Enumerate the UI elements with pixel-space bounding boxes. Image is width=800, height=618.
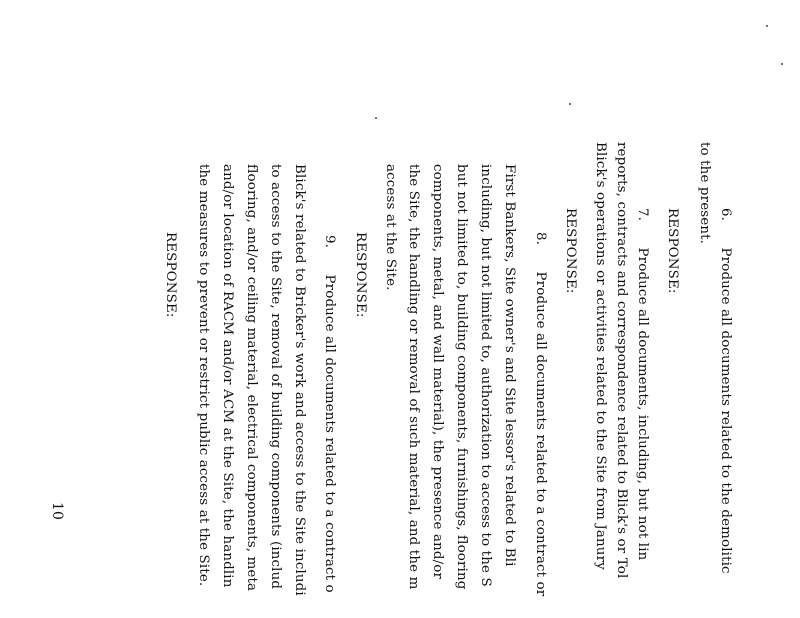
request-7-line-3: Blick's operations or activities related to the Site from Janury bbox=[593, 142, 608, 570]
request-8-line-3: including, but not limited to, authorization to access to the S bbox=[478, 164, 493, 587]
request-6-line-1: 6. Produce all documents related to the demolitic bbox=[718, 208, 733, 574]
response-8-label: RESPONSE: bbox=[353, 232, 368, 318]
request-8-line-1: 8. Produce all documents related to a contract or bbox=[533, 232, 548, 597]
rotated-document-body bbox=[49, 0, 800, 618]
scan-speck bbox=[375, 117, 377, 119]
request-9-line-5: and/or location of RACM and/or ACM at the Site, the handlin bbox=[220, 164, 235, 588]
request-6-line-2: to the present. bbox=[697, 142, 712, 245]
request-7-line-2: reports, contracts and correspondence related to Blick's or Tol bbox=[614, 142, 629, 579]
scan-speck bbox=[569, 103, 571, 105]
request-9-line-6: the measures to prevent or restrict public access at the Site. bbox=[196, 164, 211, 587]
request-7-line-1: 7. Produce all documents, including, but not lin bbox=[635, 208, 650, 561]
response-9-label: RESPONSE: bbox=[163, 232, 178, 318]
request-9-line-3: to access to the Site, removal of building components (includ bbox=[268, 164, 283, 590]
request-8-line-6: the Site, the handling or removal of such material, and the m bbox=[406, 164, 421, 590]
request-9-line-4: flooring, and/or ceiling material, electrical components, meta bbox=[244, 164, 259, 592]
response-6-label: RESPONSE: bbox=[665, 208, 680, 294]
request-8-line-4: but not limited to, building components, furnishings, flooring bbox=[454, 164, 469, 590]
request-8-line-7: access at the Site. bbox=[383, 164, 398, 291]
request-9-line-2: Blick's related to Bricker's work and access to the Site includi bbox=[292, 164, 307, 596]
request-8-line-2: First Bankers, Site owner's and Site lessor's related to Bli bbox=[502, 164, 517, 567]
scan-speck bbox=[766, 25, 768, 27]
response-7-label: RESPONSE: bbox=[563, 208, 578, 294]
scan-speck bbox=[781, 63, 783, 65]
request-8-line-5: components, metal, and wall material), the presence and/or bbox=[430, 164, 445, 580]
request-9-line-1: 9. Produce all documents related to a contract o bbox=[322, 235, 337, 593]
page-number: 10 bbox=[49, 502, 65, 521]
